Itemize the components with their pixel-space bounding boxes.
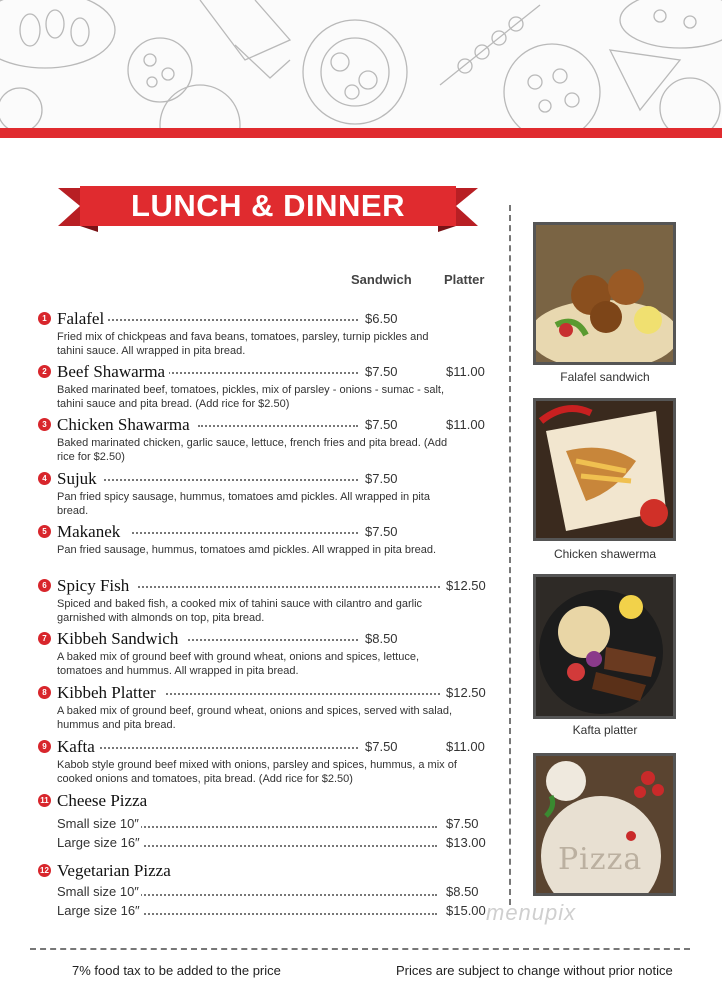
item-description: Spiced and baked fish, a cooked mix of tahini sauce with cilantro and garlic garnished with almonds on top, pita bread.: [57, 598, 423, 624]
item-name: Vegetarian Pizza: [57, 861, 175, 881]
chicken-shawarma-icon: [536, 401, 673, 538]
dot-leader: [188, 639, 358, 641]
item-name: Falafel: [57, 309, 108, 329]
column-divider: [509, 205, 511, 905]
dot-leader: [108, 319, 358, 321]
dot-leader: [138, 586, 440, 588]
item-description: Kabob style ground beef mixed with onions, parsley and spices, hummus, a mix of cooked onions and tomatoes, pita bread. (Add rice for $2.50): [57, 759, 457, 785]
item-description: Pan fried spicy sausage, hummus, tomatoes amd pickles. All wrapped in pita bread.: [57, 491, 430, 517]
item-name: Kibbeh Platter: [57, 683, 160, 703]
platter-price: $11.00: [446, 364, 485, 379]
item-description: A baked mix of ground beef with ground wheat, onions and spices, lettuce, tomatoes and hummus. All wrapped in pita bread.: [57, 651, 420, 677]
item-number-badge: 9: [38, 740, 51, 753]
item-description: Fried mix of chickpeas and fava beans, tomatoes, parsley, turnip pickles and tahini sauce. All wrapped in pita bread.: [57, 331, 429, 357]
item-number-badge: 3: [38, 418, 51, 431]
platter-price: $12.50: [446, 685, 486, 700]
kafta-photo: [533, 574, 676, 719]
dot-leader: [132, 532, 358, 534]
sandwich-price: $7.50: [365, 739, 398, 754]
pizza-size-row: [57, 835, 489, 853]
tax-note: 7% food tax to be added to the price: [72, 963, 281, 978]
item-name: Kafta: [57, 737, 99, 757]
pizza-flour-text: Pizza: [558, 842, 643, 877]
pizza-size-row: [57, 903, 489, 921]
watermark: menupix: [486, 900, 577, 925]
size-price: $15.00: [446, 903, 486, 918]
platter-price: $12.50: [446, 578, 486, 593]
item-name: Beef Shawarma: [57, 362, 169, 382]
item-name: Chicken Shawarma: [57, 415, 194, 435]
price-change-note: Prices are subject to change without prior notice: [396, 963, 673, 978]
photo-caption: Chicken shawerma: [553, 547, 657, 561]
item-name: Spicy Fish: [57, 576, 133, 596]
item-number-badge: 1: [38, 312, 51, 325]
kafta-platter-icon: [536, 577, 673, 716]
falafel-photo: [533, 222, 676, 365]
dot-leader: [168, 372, 358, 374]
sketch-header-illustration: [0, 0, 722, 128]
size-price: $13.00: [446, 835, 486, 850]
header-red-stripe: [0, 128, 722, 138]
item-description: Pan fried sausage, hummus, tomatoes amd pickles. All wrapped in pita bread.: [57, 544, 437, 556]
size-label: Small size 10″: [57, 884, 139, 899]
item-number-badge: 6: [38, 579, 51, 592]
item-name: Cheese Pizza: [57, 791, 151, 811]
item-number-badge: 8: [38, 686, 51, 699]
item-description: A baked mix of ground beef, ground wheat, onions and spices, served with salad, hummus and pita bread.: [57, 705, 453, 731]
dot-leader: [137, 894, 437, 896]
sandwich-price: $6.50: [365, 311, 398, 326]
platter-price: $11.00: [446, 739, 485, 754]
falafel-sandwich-icon: [536, 225, 673, 362]
photo-caption: Kafta platter: [572, 723, 638, 737]
item-number-badge: 4: [38, 472, 51, 485]
pizza-size-row: [57, 884, 489, 902]
item-number-badge: 5: [38, 525, 51, 538]
pizza-size-row: [57, 816, 489, 834]
shawarma-photo: [533, 398, 676, 541]
dot-leader: [166, 693, 440, 695]
size-label: Large size 16″: [57, 835, 140, 850]
item-number-badge: 11: [38, 794, 51, 807]
column-header-sandwich: Sandwich: [351, 272, 412, 287]
item-number-badge: 12: [38, 864, 51, 877]
food-sketch-icon: [0, 0, 722, 128]
item-number-badge: 7: [38, 632, 51, 645]
dot-leader: [137, 826, 437, 828]
dot-leader: [100, 747, 358, 749]
footer-divider: [30, 948, 690, 950]
sandwich-price: $8.50: [365, 631, 398, 646]
section-banner: [58, 186, 478, 232]
size-price: $7.50: [446, 816, 479, 831]
sandwich-price: $7.50: [365, 471, 398, 486]
item-description: Baked marinated beef, tomatoes, pickles, mix of parsley - onions - sumac - salt, tahini sauce and pita bread. (Add rice for $2.50): [57, 384, 444, 410]
item-name: Sujuk: [57, 469, 101, 489]
pizza-item: [38, 861, 490, 883]
dot-leader: [137, 913, 437, 915]
size-label: Small size 10″: [57, 816, 139, 831]
item-description: Baked marinated chicken, garlic sauce, lettuce, french fries and pita bread. (Add rice for $2.50): [57, 437, 448, 463]
sandwich-price: $7.50: [365, 364, 398, 379]
pizza-photo: [533, 753, 676, 896]
column-header-platter: Platter: [444, 272, 485, 287]
size-label: Large size 16″: [57, 903, 140, 918]
dot-leader: [198, 425, 358, 427]
item-name: Makanek: [57, 522, 124, 542]
dot-leader: [137, 845, 437, 847]
pizza-item: [38, 791, 490, 813]
sandwich-price: $7.50: [365, 417, 398, 432]
section-title: LUNCH & DINNER: [131, 188, 405, 223]
item-name: Kibbeh Sandwich: [57, 629, 182, 649]
dot-leader: [104, 479, 358, 481]
size-price: $8.50: [446, 884, 479, 899]
platter-price: $11.00: [446, 417, 485, 432]
item-number-badge: 2: [38, 365, 51, 378]
photo-caption: Falafel sandwich: [560, 370, 650, 384]
sandwich-price: $7.50: [365, 524, 398, 539]
